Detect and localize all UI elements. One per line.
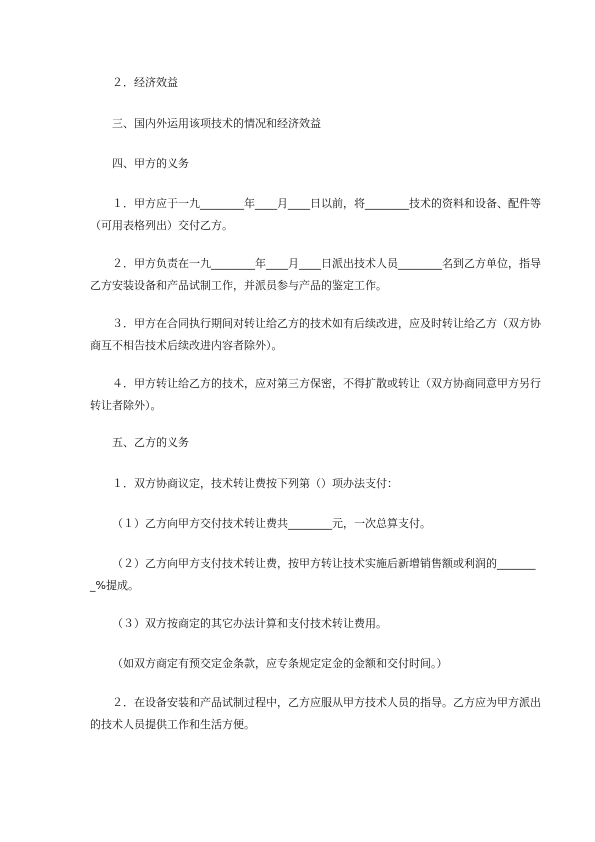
- deposit-note: （如双方商定有预交定金条款，应专条规定定金的金额和交付时间。）: [112, 657, 448, 670]
- payment-option-2: （２）乙方向甲方支付技术转让费，按甲方转让技术实施后新增销售额或利润的________%提成。: [90, 557, 536, 592]
- party-a-duty-4: ４．甲方转让给乙方的技术，应对第三方保密，不得扩散或转让（双方协商同意甲方另行转让者除外）。: [90, 377, 541, 412]
- party-b-duty-2: ２．在设备安装和产品试制过程中，乙方应服从甲方技术人员的指导。乙方应为甲方派出的技术人员提供工作和生活方便。: [90, 696, 541, 731]
- party-b-duty-1: １．双方协商议定，技术转让费按下列第（）项办法支付：: [112, 477, 398, 490]
- clause-2-economic-benefit: ２．经济效益: [112, 76, 178, 89]
- party-a-duty-2: ２．甲方负责在一九________年____月____日派出技术人员________名到乙方单位，指导乙方安装设备和产品试制工作，并派员参与产品的鉴定工作。: [90, 257, 541, 292]
- payment-option-1: （１）乙方向甲方交付技术转让费共________元，一次总算支付。: [112, 517, 431, 530]
- party-a-duty-3: ３．甲方在合同执行期间对转让给乙方的技术如有后续改进，应及时转让给乙方（双方协商互不相告技术后续改进内容者除外）。: [90, 317, 541, 352]
- section-3-heading: 三、国内外运用该项技术的情况和经济效益: [112, 117, 321, 130]
- section-5-heading: 五、乙方的义务: [112, 436, 189, 449]
- payment-option-3: （３）双方按商定的其它办法计算和支付技术转让费用。: [112, 617, 387, 630]
- section-4-heading: 四、甲方的义务: [112, 157, 189, 170]
- party-a-duty-1: １．甲方应于一九________年____月____日以前，将________技术的资料和设备、配件等（可用表格列出）交付乙方。: [90, 197, 541, 232]
